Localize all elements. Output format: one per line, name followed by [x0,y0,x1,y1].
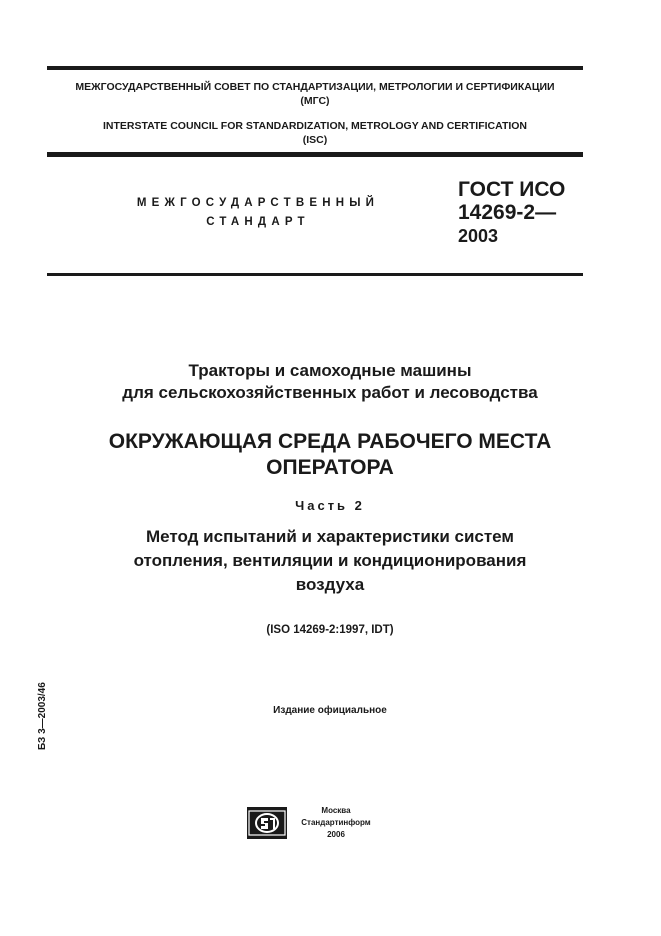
title-line2: ОПЕРАТОРА [266,456,394,479]
standard-kind [118,194,398,232]
title-line1: ОКРУЖАЮЩАЯ СРЕДА РАБОЧЕГО МЕСТА [108,430,552,453]
part-title [30,525,630,597]
council-ru-name: МЕЖГОСУДАРСТВЕННЫЙ СОВЕТ ПО СТАНДАРТИЗАЦИИ, МЕТРОЛОГИИ И СЕРТИФИКАЦИИ [75,81,555,93]
council-en [47,119,583,147]
standard-code [458,178,565,247]
part-title-line2: отопления, вентиляции и кондиционирования [133,551,527,570]
standartinform-logo-icon [247,807,287,839]
part-title-line1: Метод испытаний и характеристики систем [146,527,514,546]
council-ru-abbr: (МГС) [300,95,330,107]
standard-code-line1: ГОСТ ИСО [458,178,566,201]
iso-reference: (ISO 14269-2:1997, IDT) [266,624,394,636]
publisher [300,805,372,841]
council-en-name: INTERSTATE COUNCIL FOR STANDARDIZATION, METROLOGY AND CERTIFICATION [102,120,528,132]
side-code: БЗ 3—2003/46 [37,682,48,750]
standard-year: 2003 [458,226,499,246]
document-subtitle [30,360,630,404]
part-number: Часть 2 [295,498,365,513]
council-ru [47,80,583,108]
council-en-abbr: (ISC) [302,134,328,146]
top-rule [47,66,583,70]
standard-kind-line2: СТАНДАРТ [206,216,310,228]
part-title-line3: воздуха [295,575,365,594]
bottom-rule [47,273,583,276]
standard-code-line2: 14269-2— [458,201,557,224]
subtitle-line2: для сельскохозяйственных работ и лесоводства [122,383,538,402]
middle-rule [47,152,583,157]
document-title [30,429,630,481]
edition-label: Издание официальное [273,705,387,716]
publisher-city: Москва [321,806,351,815]
publisher-name: Стандартинформ [301,818,371,827]
publisher-year: 2006 [327,830,345,839]
subtitle-line1: Тракторы и самоходные машины [188,361,472,380]
standard-kind-line1: МЕЖГОСУДАРСТВЕННЫЙ [136,197,380,209]
